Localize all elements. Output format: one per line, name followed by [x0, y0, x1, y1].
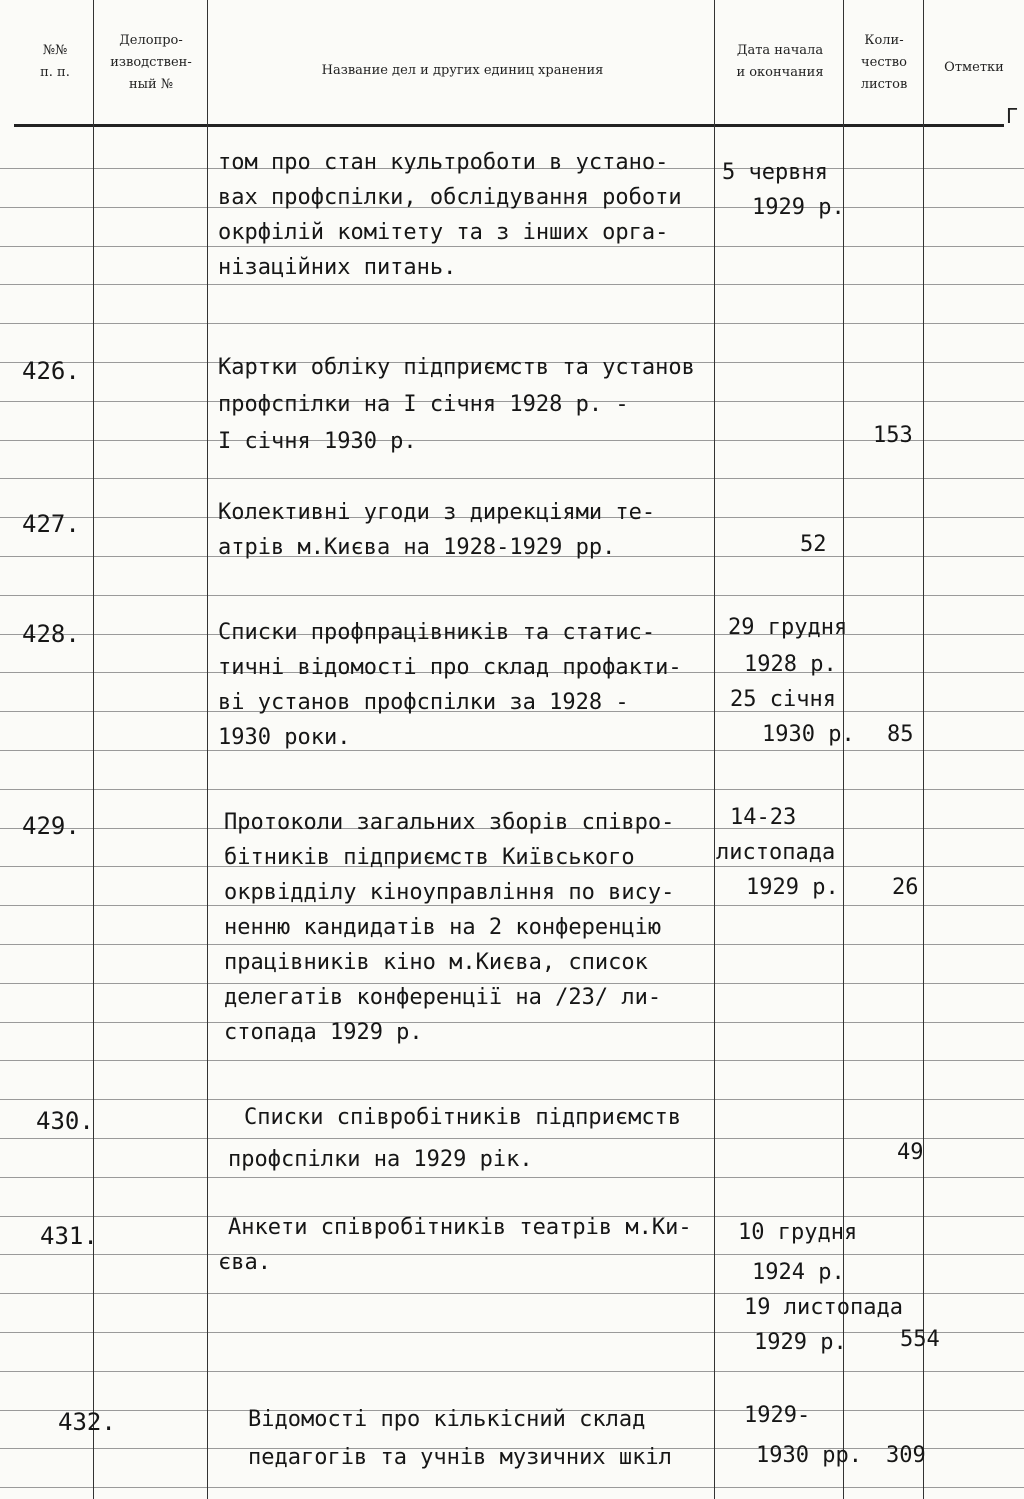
entry-sheets: 26 [892, 875, 919, 900]
entry-title-line: Списки співробітників підприємств [244, 1105, 682, 1130]
header-col-office-number: Делопро- изводствен- ный № [110, 33, 192, 92]
entry-title-line: педагогів та учнів музичних шкіл [248, 1445, 672, 1470]
entry-date: 1930 р. [762, 722, 855, 747]
entry-title-line: Протоколи загальних зборів співро- [224, 810, 675, 835]
entry-number: 428. [22, 620, 80, 648]
entry-title-line: ненню кандидатів на 2 конференцію [224, 915, 662, 940]
entry-title-line: єва. [218, 1250, 271, 1275]
entry-number: 431. [40, 1222, 98, 1250]
entry-date: 14-23 [730, 805, 797, 830]
entry-title-line: тичні відомості про склад профакти- [218, 655, 682, 680]
column-line-2 [207, 0, 208, 1499]
entry-title-line: Списки профпрацівників та статис- [218, 620, 656, 645]
ruled-line [0, 750, 1024, 751]
entry-date: 1929 р. [754, 1330, 847, 1355]
ruled-line [0, 1022, 1024, 1023]
entry-date: 10 грудня [738, 1220, 858, 1245]
ruled-line [0, 789, 1024, 790]
entry-title-line: Колективні угоди з дирекціями те- [218, 500, 656, 525]
entry-number: 432. [58, 1408, 116, 1436]
entry-title-line: окрфілій комітету та з інших орга- [218, 220, 669, 245]
entry-title-line: нізаційних питань. [218, 255, 457, 280]
margin-mark: Г [1006, 104, 1019, 128]
entry-title-line: профспілки на I січня 1928 р. - [218, 392, 629, 417]
entry-title-line: стопада 1929 р. [224, 1020, 423, 1045]
ruled-line [0, 1138, 1024, 1139]
header-divider [14, 124, 1004, 127]
entry-title-line: профспілки на 1929 рік. [228, 1147, 533, 1172]
entry-date: листопада [716, 840, 836, 865]
entry-date: 1929 р. [752, 195, 845, 220]
column-line-1 [93, 0, 94, 1499]
header-col-sheets: Коли- чество листов [860, 33, 908, 92]
ruled-line [0, 1177, 1024, 1178]
ruled-line [0, 1254, 1024, 1255]
entry-number: 426. [22, 357, 80, 385]
ruled-line [0, 1487, 1024, 1488]
header-col-notes: Отметки [944, 60, 1004, 75]
ruled-line [0, 323, 1024, 324]
ruled-line [0, 478, 1024, 479]
entry-sheets: 153 [873, 423, 913, 448]
header-col-dates: Дата начала и окончания [736, 43, 824, 80]
entry-sheets: 309 [886, 1443, 926, 1468]
ruled-line [0, 284, 1024, 285]
entry-number: 429. [22, 812, 80, 840]
entry-title-line: том про стан культроботи в устано- [218, 150, 669, 175]
entry-title-line: атрів м.Києва на 1928-1929 рр. [218, 535, 616, 560]
entry-title-line: Відомості про кількісний склад [248, 1407, 646, 1432]
entry-date: 29 грудня [728, 615, 848, 640]
ruled-line [0, 1332, 1024, 1333]
entry-date: 1929 р. [746, 875, 839, 900]
ruled-line [0, 1060, 1024, 1061]
entry-number: 427. [22, 510, 80, 538]
entry-sheets: 85 [887, 722, 914, 747]
entry-title-line: окрвідділу кіноуправління по вису- [224, 880, 675, 905]
entry-date: 1928 р. [744, 652, 837, 677]
entry-date: 1924 р. [752, 1260, 845, 1285]
entry-title-line: бітників підприємств Київського [224, 845, 635, 870]
entry-date: 1929- [744, 1403, 811, 1428]
header-col-number: №№ п. п. [40, 43, 70, 80]
entry-title-line: працівників кіно м.Києва, список [224, 950, 648, 975]
header-col-title: Название дел и других единиц хранения [321, 63, 604, 78]
ruled-line [0, 1371, 1024, 1372]
entry-title-line: делегатів конференції на /23/ ли- [224, 985, 662, 1010]
entry-date: 19 листопада [744, 1295, 903, 1320]
entry-date: 1930 рр. [756, 1443, 862, 1468]
entry-title-line: вах профспілки, обслідування роботи [218, 185, 682, 210]
ruled-line [0, 440, 1024, 441]
entry-sheets: 554 [900, 1327, 940, 1352]
entry-sheets: 52 [800, 532, 827, 557]
entry-title-line: ві установ профспілки за 1928 - [218, 690, 629, 715]
entry-title-line: 1930 роки. [218, 725, 351, 750]
column-line-3 [714, 0, 715, 1499]
entry-title-line: I січня 1930 р. [218, 429, 417, 454]
ruled-line [0, 595, 1024, 596]
entry-sheets: 49 [897, 1140, 924, 1165]
entry-date: 25 січня [730, 687, 836, 712]
entry-number: 430. [36, 1107, 94, 1135]
entry-title-line: Анкети співробітників театрів м.Ки- [228, 1215, 692, 1240]
entry-date: 5 червня [722, 160, 828, 185]
entry-title-line: Картки обліку підприємств та установ [218, 355, 695, 380]
column-line-5 [923, 0, 924, 1499]
